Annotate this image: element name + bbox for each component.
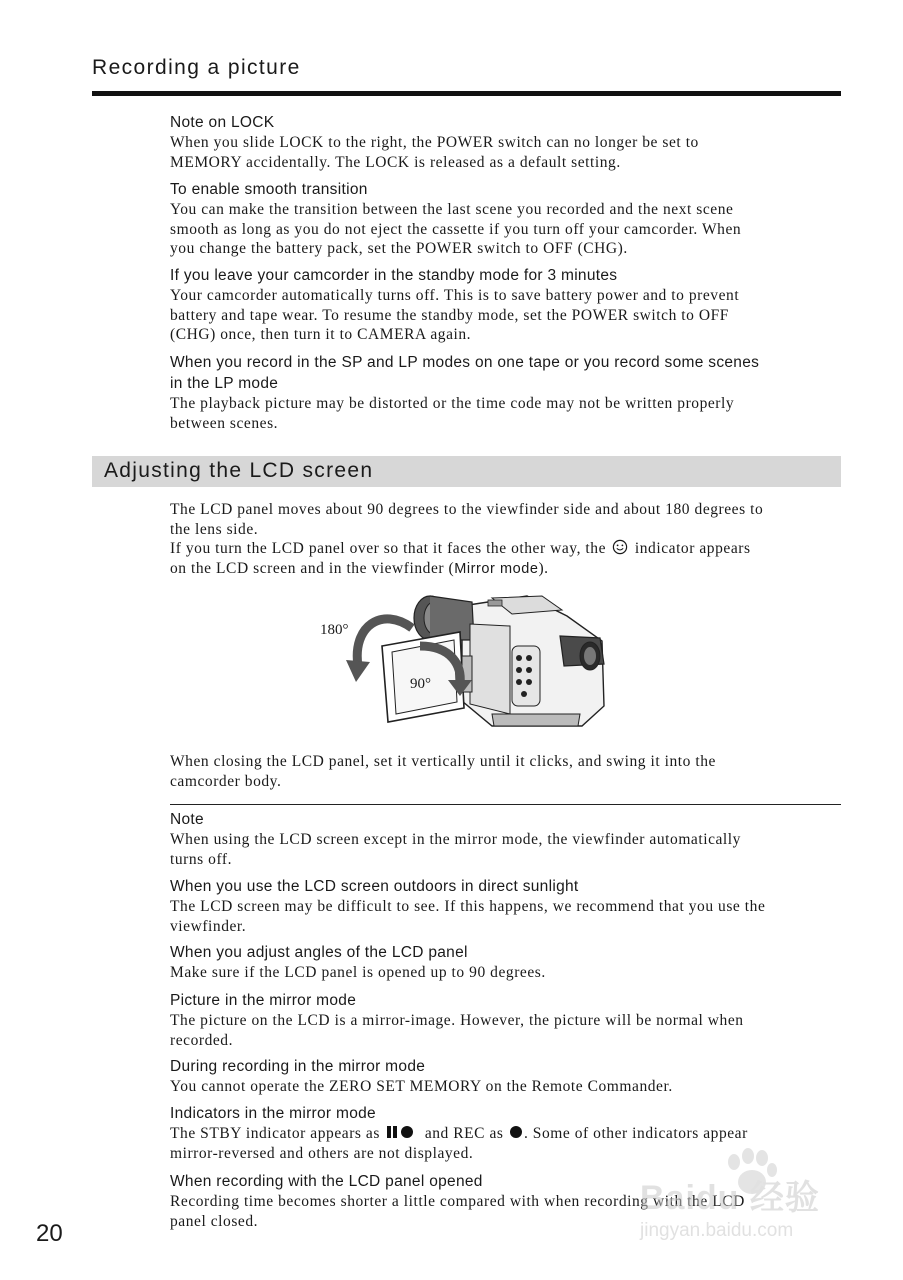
note-line: Make sure if the LCD panel is opened up to 90 degrees. — [170, 964, 546, 981]
note-line: The LCD screen may be difficult to see. If this happens, we recommend that you use the — [170, 898, 766, 915]
note-heading: To enable smooth transition — [170, 181, 368, 198]
baidu-watermark — [640, 1148, 870, 1248]
camcorder-illustration — [312, 586, 612, 736]
intro-line: the lens side. — [170, 520, 259, 538]
note-smooth-transition — [170, 179, 842, 259]
note-line: You cannot operate the ZERO SET MEMORY on the Remote Commander. — [170, 1078, 673, 1095]
mirror-mode-label: Mirror mode — [454, 560, 539, 577]
note-heading: When recording with the LCD panel opened — [170, 1173, 483, 1190]
note-line: viewfinder. — [170, 917, 247, 935]
mirror-mode-smiley-icon — [612, 539, 628, 555]
closing-instruction — [170, 752, 842, 791]
page-header: Recording a picture — [92, 56, 301, 79]
note-line — [170, 1124, 842, 1144]
indicator-line-start: The STBY indicator appears as — [170, 1125, 380, 1142]
note-sp-lp — [170, 352, 842, 433]
note-line: panel closed. — [170, 1212, 259, 1230]
note-heading: When you record in the SP and LP modes on one tape or you record some scenes — [170, 354, 760, 371]
note-heading: When you use the LCD screen outdoors in direct sunlight — [170, 878, 579, 895]
angle-label-180: 180° — [320, 622, 349, 638]
note-line: Your camcorder automatically turns off. This is to save battery power and to prevent — [170, 287, 740, 304]
closing-line: When closing the LCD panel, set it vertically until it clicks, and swing it into the — [170, 753, 716, 770]
intro-line: The LCD panel moves about 90 degrees to the viewfinder side and about 180 degrees to — [170, 501, 764, 518]
mirror-line-end: indicator appears — [634, 540, 751, 557]
note-line: Recording time becomes shorter a little compared with when recording with the LCD — [170, 1193, 745, 1210]
note-heading: Note — [170, 811, 204, 828]
note-line: You can make the transition between the last scene you recorded and the next scene — [170, 201, 734, 218]
note-line: between scenes. — [170, 414, 279, 432]
note-line: When using the LCD screen except in the mirror mode, the viewfinder automatically — [170, 831, 741, 848]
note-line: The playback picture may be distorted or the time code may not be written properly — [170, 395, 735, 412]
note-angles — [170, 942, 842, 983]
note-lock — [170, 112, 842, 172]
section-title: Adjusting the LCD screen — [104, 459, 374, 482]
note-line: you change the battery pack, set the POWER switch to OFF (CHG). — [170, 240, 628, 257]
mirror-line-start: If you turn the LCD panel over so that it faces the other way, the — [170, 540, 607, 557]
angle-label-90: 90° — [410, 676, 431, 692]
indicator-line-mid: and REC as — [424, 1125, 504, 1142]
note-line: recorded. — [170, 1031, 234, 1049]
note-sunlight — [170, 876, 842, 936]
intro-line — [170, 539, 842, 559]
watermark-url: jingyan.baidu.com — [640, 1220, 794, 1241]
section-intro — [170, 500, 842, 579]
note-standby — [170, 265, 842, 345]
note-heading: If you leave your camcorder in the standby mode for 3 minutes — [170, 267, 618, 284]
closing-line: camcorder body. — [170, 772, 282, 790]
note-mirror-picture — [170, 990, 842, 1050]
page-number: 20 — [36, 1220, 63, 1247]
mirror-line2-end: ). — [538, 559, 549, 577]
note-line: The picture on the LCD is a mirror-image. However, the picture will be normal when — [170, 1012, 744, 1029]
note-line: (CHG) once, then turn it to CAMERA again. — [170, 326, 472, 343]
note-line: turns off. — [170, 850, 233, 868]
mirror-line2-start: on the LCD screen and in the viewfinder ( — [170, 559, 455, 577]
note-line: smooth as long as you do not eject the cassette if you turn off your camcorder. When — [170, 220, 742, 238]
header-rule — [92, 91, 841, 96]
note-mirror-recording — [170, 1056, 842, 1097]
section-bar — [92, 456, 841, 487]
note-line: When you slide LOCK to the right, the POWER switch can no longer be set to — [170, 134, 699, 151]
notes-divider — [170, 804, 841, 805]
note-heading: Note on LOCK — [170, 114, 275, 131]
note-heading: Indicators in the mirror mode — [170, 1105, 376, 1122]
camcorder-figure — [312, 586, 612, 736]
note-heading: During recording in the mirror mode — [170, 1058, 426, 1075]
note-line: mirror-reversed and others are not displayed. — [170, 1144, 474, 1162]
note-general — [170, 809, 842, 869]
stby-indicator-icon — [386, 1125, 418, 1139]
intro-line — [170, 559, 842, 580]
note-line: battery and tape wear. To resume the standby mode, set the POWER switch to OFF — [170, 306, 729, 324]
note-heading: in the LP mode — [170, 375, 279, 392]
watermark-logo-text: Baidu 经验 — [640, 1179, 820, 1217]
note-line: MEMORY accidentally. The LOCK is released as a default setting. — [170, 153, 621, 171]
note-heading: When you adjust angles of the LCD panel — [170, 944, 468, 961]
note-heading: Picture in the mirror mode — [170, 992, 357, 1009]
rec-indicator-icon — [509, 1125, 523, 1139]
indicator-line-end: . Some of other indicators appear — [523, 1125, 748, 1142]
